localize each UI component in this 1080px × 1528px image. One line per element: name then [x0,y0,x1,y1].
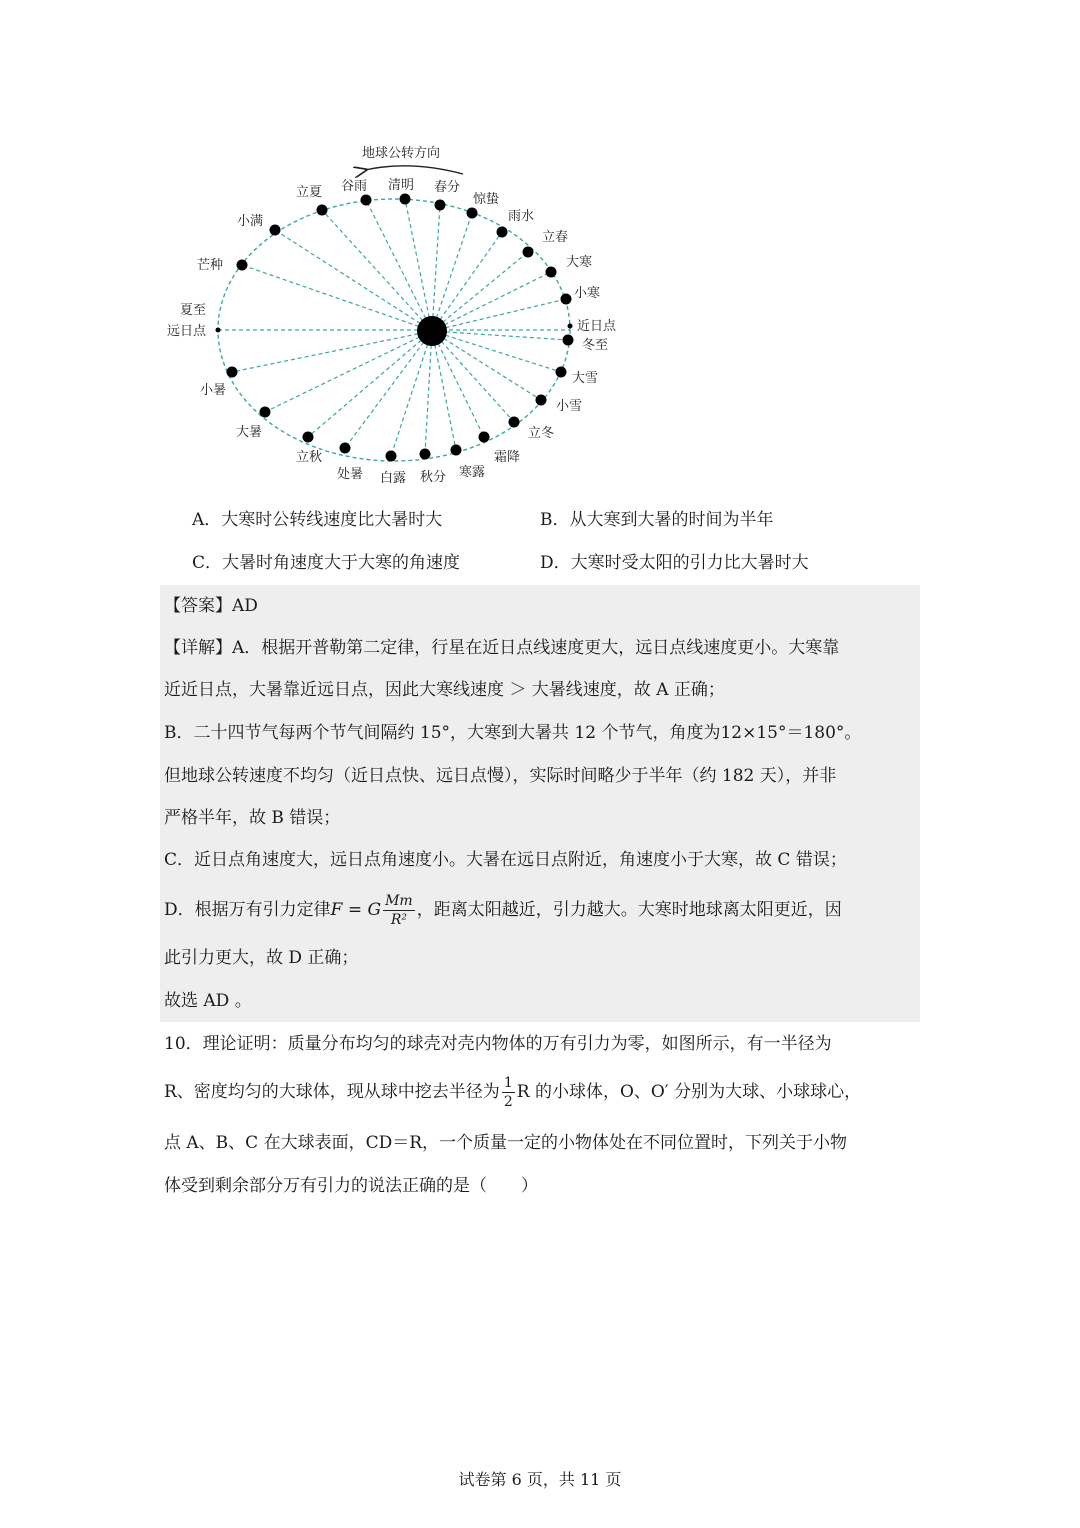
term-19-ray [232,331,432,372]
term-21-ray [242,265,432,331]
term-21-label: 芒种 [197,258,224,273]
option-a: A．大寒时公转线速度比大暑时大 [192,510,443,530]
term-23-ray [322,210,432,331]
term-22-dot [270,225,281,236]
term-16-label: 处暑 [337,467,364,482]
option-d: D．大寒时受太阳的引力比大暑时大 [540,553,809,573]
answer-line: 【答案】AD [164,596,258,616]
term-16-ray [345,331,432,448]
q10-frac-num: 1 [503,1075,513,1091]
term-14-ray [425,331,432,454]
detail-line-7 [164,888,842,932]
term-22-ray [275,230,432,331]
detail-line-5: 严格半年，故 B 错误； [164,808,341,828]
q10-frac-den: 2 [503,1094,513,1110]
term-17-ray [308,331,432,437]
term-13-ray [432,331,456,450]
term-22-label: 小满 [237,214,264,229]
q10-line2-b: R 的小球体，O、O′ 分别为大球、小球球心， [516,1082,862,1102]
radial-lines [232,199,568,456]
formula-lhs: F = G [330,900,382,920]
term-0-dot [361,195,372,206]
term-15-label: 白露 [380,471,407,486]
term-9-label: 大雪 [572,371,599,386]
solar-terms-orbit-diagram [0,0,1080,500]
term-12-label: 霜降 [494,450,521,465]
term-8-label: 冬至 [582,338,609,353]
term-8-dot [563,335,574,346]
term-17-dot [303,432,314,443]
term-2-label: 春分 [434,180,461,195]
detail-line-3: B．二十四节气每两个节气间隔约 15°，大寒到大暑共 12 个节气，角度为12×15°＝180°。 [164,723,862,743]
term-18-label: 大暑 [236,425,263,440]
term-21-dot [237,260,248,271]
question-10-line-1: 10．理论证明：质量分布均匀的球壳对壳内物体的万有引力为零，如图所示，有一半径为 [164,1034,832,1054]
term-3-label: 惊蛰 [473,192,500,207]
term-7-dot [561,294,572,305]
detail-line-4: 但地球公转速度不均匀（近日点快、远日点慢），实际时间略少于半年（约 182 天），并非 [164,766,837,786]
perihelion-point [568,324,573,329]
term-11-dot [509,417,520,428]
direction-arrow [365,166,463,174]
term-14-label: 秋分 [420,470,447,485]
term-23-dot [317,205,328,216]
term-9-ray [432,331,561,372]
formula-numerator: Mm [385,893,413,909]
option-b: B．从大寒到大暑的时间为半年 [540,510,774,530]
q10-line2-a: R、密度均匀的大球体，现从球中挖去半径为 [164,1082,500,1102]
term-8-ray [432,331,568,340]
term-12-dot [479,432,490,443]
term-16-dot [340,443,351,454]
detail-7-suffix: ，距离太阳越近，引力越大。大寒时地球离太阳更近，因 [416,900,842,920]
term-18-dot [260,407,271,418]
formula-fraction [383,892,415,929]
aphelion-point [216,328,221,333]
detail-7-prefix: D．根据万有引力定律 [164,900,331,920]
term-5-label: 立春 [542,230,569,245]
term-labels [180,177,608,486]
detail-line-6: C．近日点角速度大，远日点角速度小。大暑在远日点附近，角速度小于大寒，故 C 错误； [164,850,847,870]
term-dots [227,194,574,462]
formula-denominator: R² [390,912,407,928]
aphelion-label: 远日点 [167,324,207,339]
term-7-ray [432,299,566,331]
perihelion-label: 近日点 [577,319,617,334]
term-13-dot [451,445,462,456]
q10-fraction [502,1074,515,1111]
term-20-label: 夏至 [180,303,207,318]
term-6-dot [546,267,557,278]
term-1-dot [400,194,411,205]
question-10-line-2 [164,1070,861,1114]
term-0-label: 谷雨 [341,179,368,194]
option-c: C．大暑时角速度大于大寒的角速度 [192,553,461,573]
term-17-label: 立秋 [296,450,323,465]
term-15-dot [386,451,397,462]
term-5-dot [523,247,534,258]
detail-line-2: 近近日点，大暑靠近远日点，因此大寒线速度 ＞ 大暑线速度，故 A 正确； [164,680,725,700]
direction-label: 地球公转方向 [362,146,441,161]
term-10-dot [536,395,547,406]
term-6-label: 大寒 [566,255,593,270]
term-1-label: 清明 [388,178,415,193]
term-2-dot [435,200,446,211]
term-23-label: 立夏 [296,185,323,200]
term-18-ray [265,331,432,412]
page-footer: 试卷第 6 页，共 11 页 [458,1470,622,1489]
detail-line-9: 故选 AD 。 [164,991,252,1011]
term-1-ray [405,199,432,331]
question-10-line-3: 点 A、B、C 在大球表面，CD＝R，一个质量一定的小物体处在不同位置时，下列关于小物 [164,1133,848,1153]
term-10-label: 小雪 [556,399,583,414]
term-13-label: 寒露 [459,465,486,480]
term-19-label: 小暑 [200,383,227,398]
term-2-ray [432,205,440,331]
term-11-label: 立冬 [528,426,555,441]
term-9-dot [556,367,567,378]
detail-line-8: 此引力更大，故 D 正确； [164,948,359,968]
term-4-label: 雨水 [508,209,535,224]
sun [417,316,447,346]
question-10-line-4: 体受到剩余部分万有引力的说法正确的是（ ） [164,1176,538,1196]
detail-line-1: 【详解】A．根据开普勒第二定律，行星在近日点线速度更大，远日点线速度更小。大寒靠 [164,638,840,658]
term-6-ray [432,272,551,331]
term-19-dot [227,367,238,378]
term-14-dot [420,449,431,460]
term-4-dot [497,227,508,238]
term-3-dot [467,208,478,219]
term-7-label: 小寒 [574,286,601,301]
